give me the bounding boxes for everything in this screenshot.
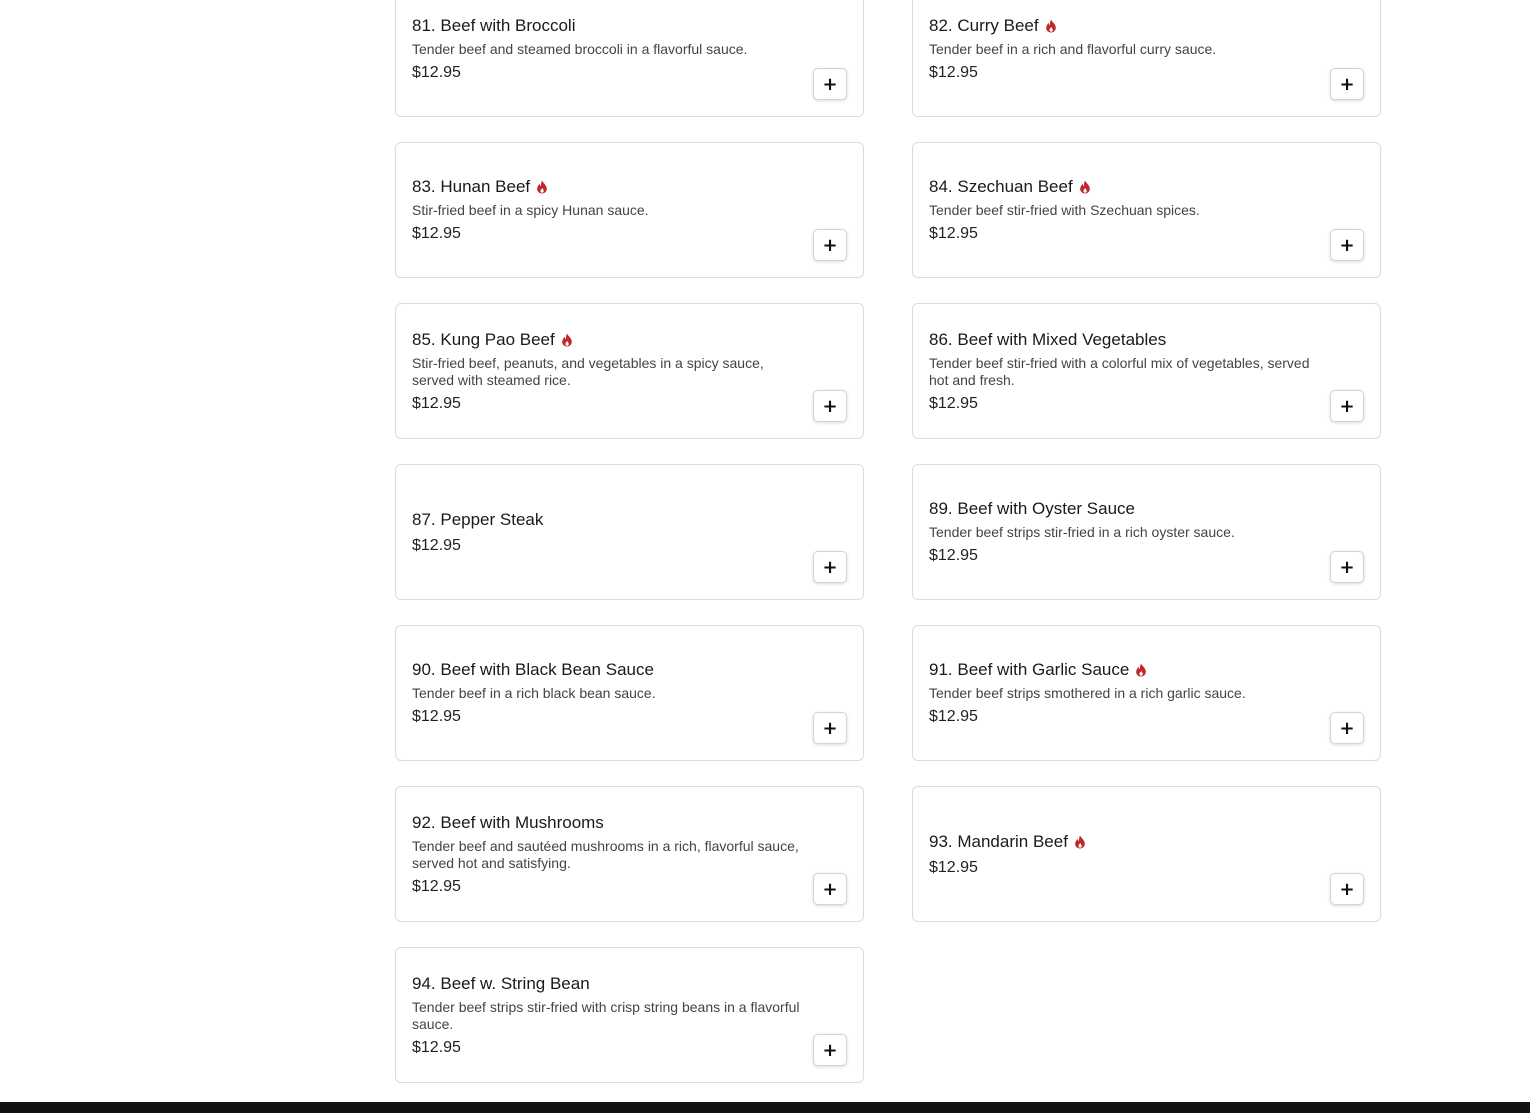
menu-item-description: Tender beef and steamed broccoli in a flavorful sauce. — [412, 41, 748, 57]
add-to-cart-button[interactable] — [1330, 712, 1364, 744]
menu-item-description: Stir-fried beef in a spicy Hunan sauce. — [412, 202, 649, 218]
menu-item-price: $12.95 — [412, 1038, 461, 1056]
add-to-cart-button[interactable] — [1330, 551, 1364, 583]
plus-icon: + — [1339, 878, 1355, 900]
add-to-cart-button[interactable] — [1330, 873, 1364, 905]
menu-item-title-row — [929, 329, 1320, 351]
menu-item-description: Tender beef strips smothered in a rich garlic sauce. — [929, 685, 1246, 701]
menu-item-title: 89. Beef with Oyster Sauce — [929, 499, 1135, 518]
menu-item-title: 81. Beef with Broccoli — [412, 16, 576, 35]
menu-item-card-3[interactable] — [395, 142, 864, 278]
menu-item-title-row — [412, 812, 803, 834]
menu-item-card-11[interactable] — [395, 786, 864, 922]
menu-item-body — [412, 626, 803, 760]
add-to-cart-button[interactable] — [1330, 229, 1364, 261]
menu-item-card-12[interactable] — [912, 786, 1381, 922]
menu-item-body — [412, 948, 803, 1082]
plus-icon: + — [822, 234, 838, 256]
plus-icon: + — [822, 1039, 838, 1061]
menu-item-price: $12.95 — [929, 708, 978, 725]
menu-item-title-row — [929, 15, 1320, 37]
add-to-cart-button[interactable] — [813, 1034, 847, 1066]
menu-item-card-10[interactable] — [912, 625, 1381, 761]
plus-icon: + — [1339, 556, 1355, 578]
add-to-cart-button[interactable] — [1330, 68, 1364, 100]
menu-item-description: Tender beef stir-fried with Szechuan spices. — [929, 202, 1200, 218]
plus-icon: + — [1339, 234, 1355, 256]
menu-item-description: Tender beef in a rich black bean sauce. — [412, 685, 656, 701]
menu-item-body — [412, 143, 803, 277]
menu-item-body — [412, 0, 803, 116]
menu-item-card-4[interactable] — [912, 142, 1381, 278]
spicy-flame-icon — [1135, 663, 1147, 677]
spicy-flame-icon — [536, 180, 548, 194]
plus-icon: + — [1339, 717, 1355, 739]
menu-item-body — [929, 143, 1320, 277]
add-to-cart-button[interactable] — [813, 68, 847, 100]
menu-item-body — [929, 465, 1320, 599]
menu-item-title: 94. Beef w. String Bean — [412, 973, 590, 993]
menu-item-title-row — [929, 831, 1320, 853]
menu-item-title: 82. Curry Beef — [929, 16, 1039, 35]
menu-item-card-2[interactable] — [912, 0, 1381, 117]
add-to-cart-button[interactable] — [813, 229, 847, 261]
menu-item-description: Stir-fried beef, peanuts, and vegetables in a spicy sauce, served with steamed rice. — [412, 354, 764, 388]
menu-item-price: $12.95 — [412, 225, 461, 242]
menu-item-title: 91. Beef with Garlic Sauce — [929, 660, 1130, 679]
plus-icon: + — [822, 395, 838, 417]
menu-item-title: 83. Hunan Beef — [412, 177, 531, 196]
menu-item-title-row — [929, 176, 1320, 198]
menu-item-description: Tender beef stir-fried with a colorful mix of vegetables, served hot and fresh. — [929, 354, 1310, 388]
menu-item-description: Tender beef strips stir-fried with crisp string beans in a flavorful sauce. — [412, 998, 800, 1032]
menu-item-title-row — [929, 659, 1320, 681]
menu-item-title-row — [412, 973, 803, 995]
menu-grid — [395, 0, 1381, 1083]
menu-item-price: $12.95 — [412, 64, 461, 81]
menu-item-body — [412, 465, 803, 599]
menu-item-price: $12.95 — [929, 394, 978, 412]
menu-item-body — [412, 304, 803, 438]
menu-item-price: $12.95 — [412, 708, 461, 725]
menu-item-price: $12.95 — [412, 536, 461, 554]
spicy-flame-icon — [561, 333, 573, 347]
menu-item-price: $12.95 — [929, 64, 978, 81]
menu-item-description: Tender beef in a rich and flavorful curry sauce. — [929, 41, 1217, 57]
menu-item-card-1[interactable] — [395, 0, 864, 117]
menu-item-title-row — [412, 509, 803, 531]
menu-item-body — [929, 626, 1320, 760]
menu-item-title-row — [412, 659, 803, 681]
menu-item-card-8[interactable] — [912, 464, 1381, 600]
plus-icon: + — [822, 717, 838, 739]
plus-icon: + — [822, 878, 838, 900]
spicy-flame-icon — [1045, 19, 1057, 33]
menu-item-title: 85. Kung Pao Beef — [412, 329, 555, 349]
menu-item-price: $12.95 — [412, 394, 461, 412]
menu-item-description: Tender beef and sautéed mushrooms in a rich, flavorful sauce, served hot and satisfying. — [412, 837, 799, 871]
add-to-cart-button[interactable] — [813, 712, 847, 744]
menu-item-card-7[interactable] — [395, 464, 864, 600]
plus-icon: + — [822, 73, 838, 95]
footer-bar — [0, 1102, 1530, 1113]
menu-item-title: 93. Mandarin Beef — [929, 831, 1068, 851]
menu-item-title: 87. Pepper Steak — [412, 509, 544, 529]
menu-item-body — [929, 0, 1320, 116]
menu-item-title: 92. Beef with Mushrooms — [412, 812, 604, 832]
menu-item-title-row — [412, 176, 803, 198]
spicy-flame-icon — [1074, 835, 1086, 849]
plus-icon: + — [1339, 73, 1355, 95]
menu-item-body — [929, 304, 1320, 438]
menu-item-body — [929, 787, 1320, 921]
menu-item-card-6[interactable] — [912, 303, 1381, 439]
menu-item-title-row — [412, 15, 803, 37]
menu-item-title-row — [412, 329, 803, 351]
add-to-cart-button[interactable] — [813, 551, 847, 583]
menu-item-card-13[interactable] — [395, 947, 864, 1083]
add-to-cart-button[interactable] — [813, 873, 847, 905]
menu-item-price: $12.95 — [929, 225, 978, 242]
spicy-flame-icon — [1079, 180, 1091, 194]
menu-item-title: 84. Szechuan Beef — [929, 177, 1073, 196]
menu-item-description: Tender beef strips stir-fried in a rich oyster sauce. — [929, 524, 1235, 540]
plus-icon: + — [1339, 395, 1355, 417]
add-to-cart-button[interactable] — [1330, 390, 1364, 422]
menu-item-card-9[interactable] — [395, 625, 864, 761]
menu-item-title-row — [929, 498, 1320, 520]
menu-item-body — [412, 787, 803, 921]
add-to-cart-button[interactable] — [813, 390, 847, 422]
menu-item-price: $12.95 — [412, 877, 461, 895]
plus-icon: + — [822, 556, 838, 578]
menu-item-price: $12.95 — [929, 547, 978, 564]
menu-item-card-5[interactable] — [395, 303, 864, 439]
menu-item-title: 86. Beef with Mixed Vegetables — [929, 329, 1167, 349]
menu-item-title: 90. Beef with Black Bean Sauce — [412, 660, 654, 679]
menu-item-price: $12.95 — [929, 858, 978, 876]
